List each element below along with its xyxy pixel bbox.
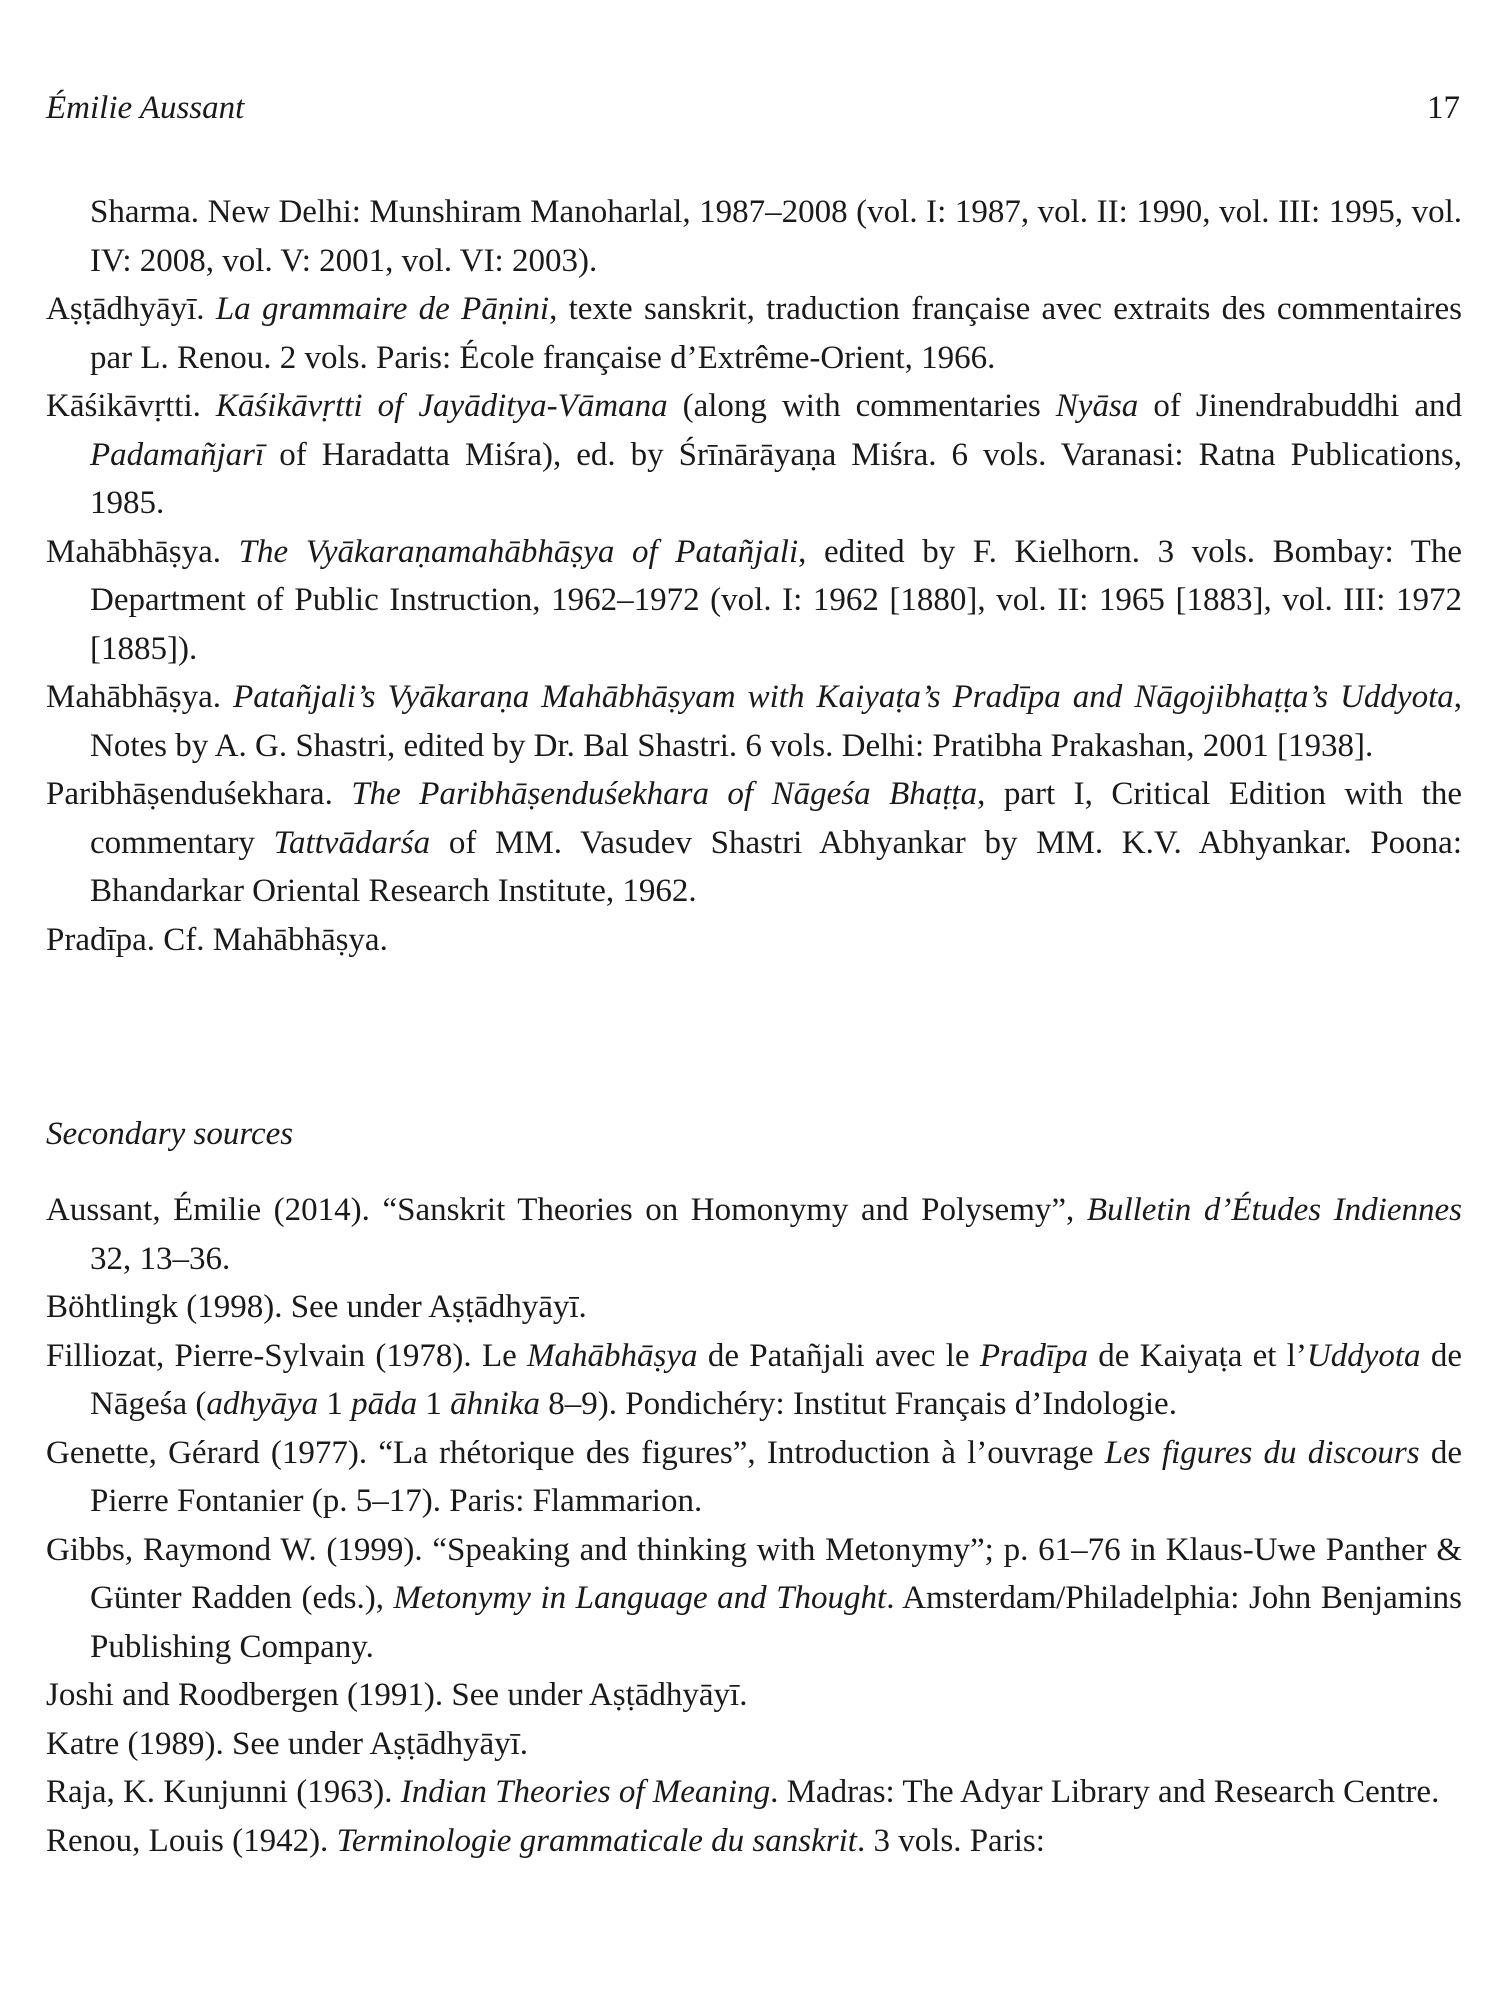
entry-text: , Notes by A. G. Shastri, edited by Dr. Bal Shastri. 6 vols. Delhi: Pratibha Prakashan, 2001 [1938]. (90, 679, 1463, 764)
italic-title: Kāśikāvṛtti of Jayāditya-Vāmana (215, 388, 668, 424)
secondary-sources-list (46, 1186, 1462, 1865)
italic-title: adhyāya (206, 1386, 319, 1422)
bibliography-entry (46, 1768, 1462, 1817)
bibliography-entry (46, 770, 1462, 916)
primary-sources-list (46, 188, 1462, 964)
italic-title: Bulletin d’Études Indiennes (1086, 1192, 1462, 1228)
entry-text: de Patañjali avec le (697, 1337, 980, 1374)
italic-title: Patañjali’s Vyākaraṇa Mahābhāṣyam with Kaiyaṭa’s Pradīpa and Nāgojibhaṭṭa’s Uddyota (233, 679, 1454, 715)
bibliography-entry (46, 916, 1462, 965)
entry-text: (along with commentaries (667, 388, 1056, 424)
entry-text: Joshi and Roodbergen (1991). See under Aṣṭādhyāyī. (46, 1677, 748, 1713)
entry-text: of Jinendrabuddhi and (1138, 388, 1462, 424)
bibliography-entry (46, 285, 1462, 382)
italic-title: pāda (351, 1386, 418, 1422)
entry-text: Mahābhāṣya. (46, 679, 234, 715)
entry-text: Aṣṭādhyāyī. (46, 291, 216, 327)
entry-text: 1 (318, 1386, 352, 1422)
italic-title: Mahābhāṣya (527, 1337, 698, 1374)
entry-text: Genette, Gérard (1977). “La rhétorique des figures”, Introduction à l’ouvrage (46, 1434, 1105, 1471)
entry-text: . 3 vols. Paris: (856, 1822, 1045, 1859)
entry-text: 32, 13–36. (90, 1240, 231, 1277)
entry-text: Gibbs, Raymond W. (1999). “Speaking and thinking with Metonymy”; p. 61–76 in Klaus-Uwe Panther & Günter Radden (eds.), (46, 1531, 1462, 1616)
entry-text: Pradīpa. Cf. Mahābhāṣya. (46, 921, 388, 958)
italic-title: Uddyota (1306, 1337, 1421, 1374)
italic-title: Terminologie grammaticale du sanskrit (336, 1822, 857, 1859)
bibliography-entry (46, 1186, 1462, 1283)
italic-title: The Paribhāṣenduśekhara of Nāgeśa Bhaṭṭa (351, 776, 978, 812)
bibliography-entry (46, 1283, 1462, 1332)
entry-text: , texte sanskrit, traduction française avec extraits des commentaires par L. Renou. 2 vols. Paris: École française d’Extrême-Orient, 1966. (90, 291, 1462, 376)
italic-title: Nyāsa (1055, 388, 1139, 424)
entry-text: Sharma. New Delhi: Munshiram Manoharlal, 1987–2008 (vol. I: 1987, vol. II: 1990, vol. III: 1995, vol. IV: 2008, vol. V: 2001, vol. VI: 2003). (90, 194, 1462, 279)
running-head-author: Émilie Aussant (46, 90, 245, 126)
italic-title: Metonymy in Language and Thought (393, 1580, 887, 1616)
bibliography-entry (46, 1332, 1462, 1429)
entry-text: de Kaiyaṭa et l’ (1088, 1337, 1307, 1374)
italic-title: La grammaire de Pāṇini (215, 291, 550, 327)
bibliography-entry (46, 1817, 1462, 1866)
entry-text: of MM. Vasudev Shastri Abhyankar by MM. K.V. Abhyankar. Poona: Bhandarkar Oriental Research Institute, 1962. (90, 824, 1462, 909)
italic-title: The Vyākaraṇamahābhāṣya of Patañjali (238, 533, 799, 570)
entry-text: Raja, K. Kunjunni (1963). (46, 1774, 401, 1810)
entry-text: Katre (1989). See under Aṣṭādhyāyī. (46, 1725, 529, 1762)
bibliography-entry (46, 188, 1462, 285)
entry-text: . Madras: The Adyar Library and Research Centre. (770, 1774, 1440, 1810)
bibliography-entry (46, 1720, 1462, 1769)
entry-text: Kāśikāvṛtti. (46, 388, 216, 424)
entry-text: . Amsterdam/Philadelphia: John Benjamins Publishing Company. (90, 1580, 1462, 1665)
bibliography-entry (46, 673, 1462, 770)
entry-text: Renou, Louis (1942). (46, 1822, 337, 1859)
italic-title: Pradīpa (979, 1337, 1089, 1374)
entry-text: Paribhāṣenduśekhara. (46, 776, 352, 812)
page-number: 17 (1427, 90, 1460, 126)
entry-text: Filliozat, Pierre-Sylvain (1978). Le (46, 1337, 528, 1374)
italic-title: Padamañjarī (90, 436, 265, 473)
entry-text: , edited by F. Kielhorn. 3 vols. Bombay: The Department of Public Instruction, 1962–1972 (vol. I: 1962 [1880], vol. II: 1965 [1883], vol. III: 1972 [1885]). (90, 533, 1462, 667)
bibliography-entry (46, 382, 1462, 528)
entry-text: de Pierre Fontanier (p. 5–17). Paris: Flammarion. (90, 1434, 1463, 1519)
entry-text: 1 (417, 1386, 451, 1422)
bibliography-entry (46, 528, 1462, 674)
entry-text: Böhtlingk (1998). See under Aṣṭādhyāyī. (46, 1289, 587, 1325)
bibliography-entry (46, 1526, 1462, 1672)
entry-text: Aussant, Émilie (2014). “Sanskrit Theories on Homonymy and Polysemy”, (46, 1192, 1087, 1228)
section-heading: Secondary sources (46, 1116, 294, 1152)
bibliography-entry (46, 1671, 1462, 1720)
entry-text: , part I, Critical Edition with the commentary (90, 776, 1462, 861)
italic-title: Indian Theories of Meaning (400, 1774, 771, 1810)
italic-title: Tattvādarśa (273, 824, 431, 861)
entry-text: 8–9). Pondichéry: Institut Français d’Indologie. (539, 1386, 1177, 1422)
entry-text: Mahābhāṣya. (46, 533, 239, 570)
bibliography-entry (46, 1429, 1462, 1526)
running-head (46, 88, 1460, 128)
italic-title: Les figures du discours (1104, 1434, 1420, 1471)
entry-text: de Nāgeśa ( (90, 1337, 1462, 1422)
entry-text: of Haradatta Miśra), ed. by Śrīnārāyaṇa Miśra. 6 vols. Varanasi: Ratna Publications, 1985. (90, 436, 1462, 521)
italic-title: āhnika (450, 1386, 540, 1422)
